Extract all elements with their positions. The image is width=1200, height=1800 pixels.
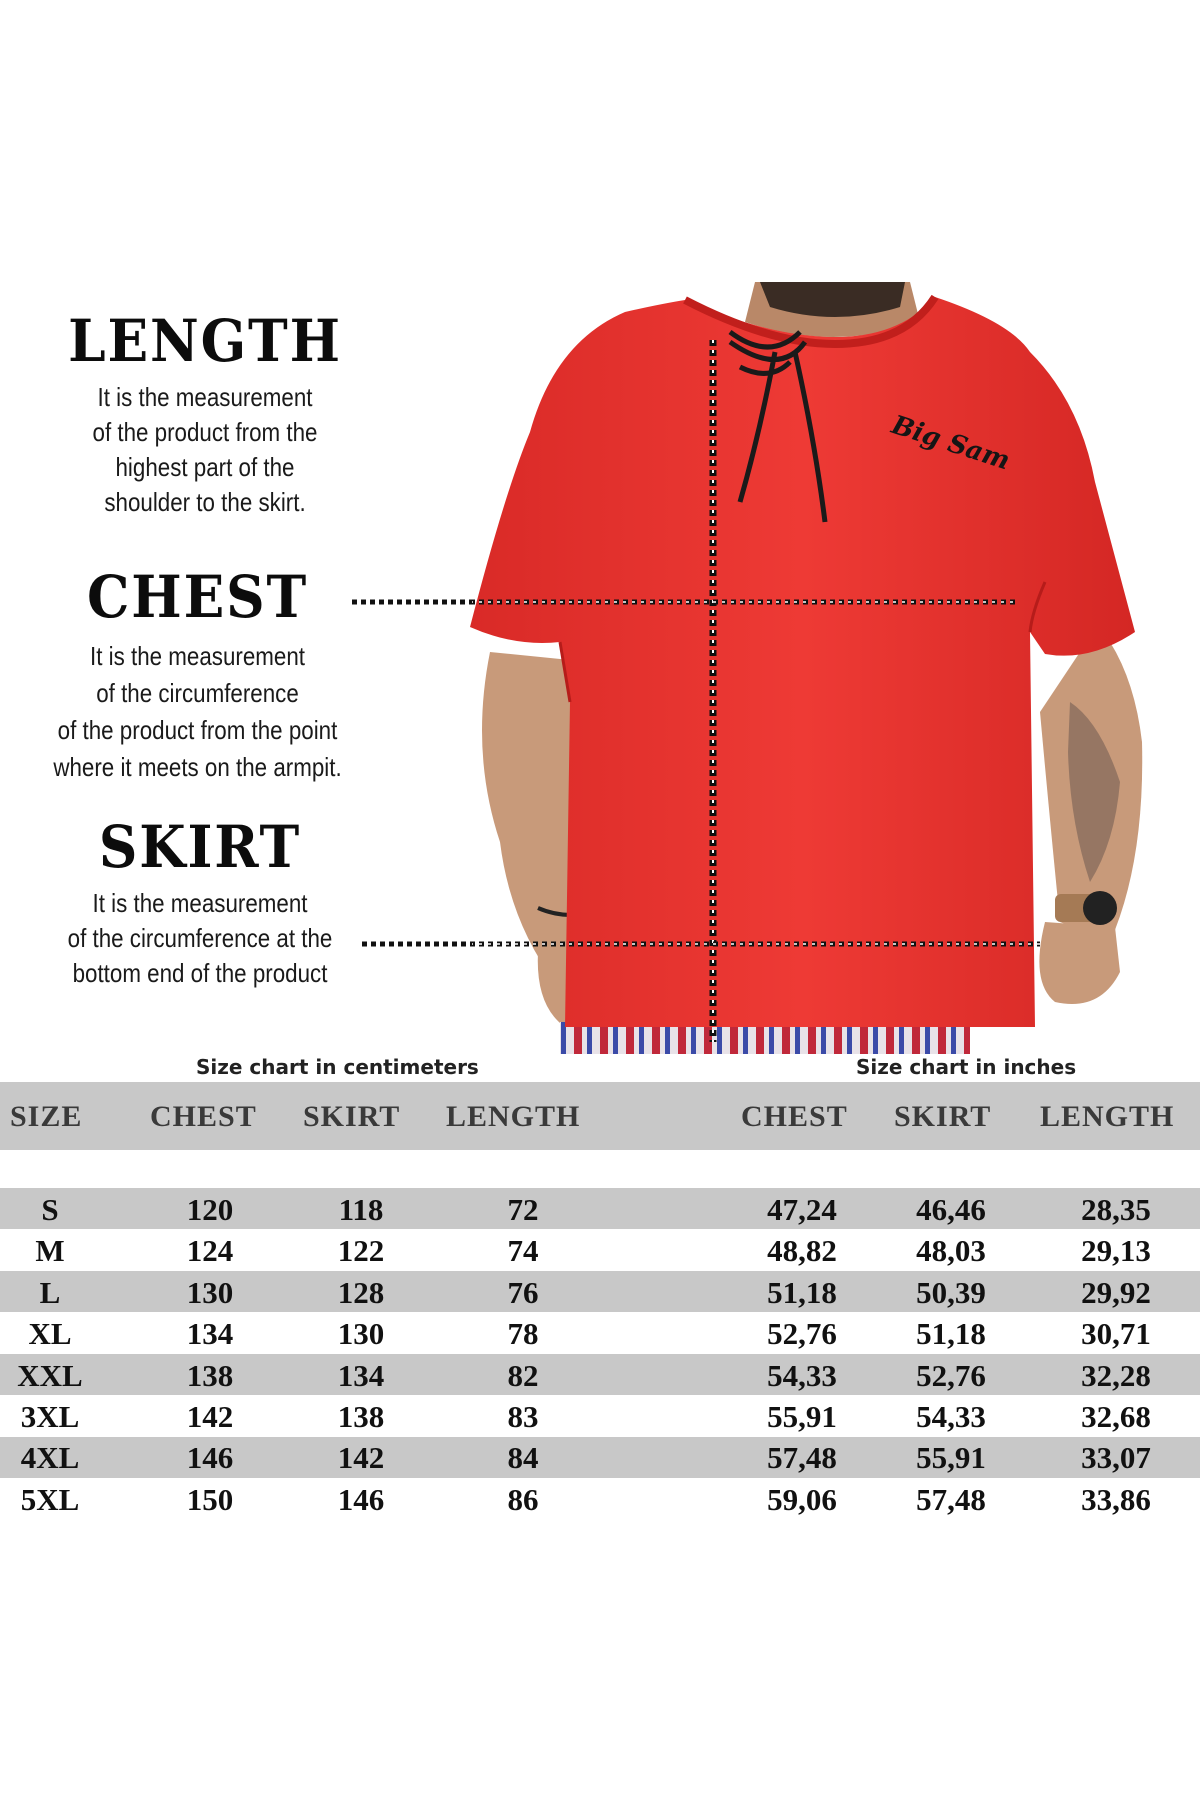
cell-cm-skirt: 122 bbox=[337, 1233, 385, 1268]
cell-cm-skirt: 118 bbox=[338, 1192, 384, 1227]
skirt-title: SKIRT bbox=[98, 813, 302, 881]
brand-embroidery: Big Sam bbox=[887, 410, 1014, 477]
cell-in-length: 32,68 bbox=[1081, 1399, 1151, 1434]
cell-in-length: 30,71 bbox=[1081, 1316, 1151, 1351]
length-title: LENGTH bbox=[68, 307, 342, 375]
header-cm-chest: CHEST bbox=[150, 1100, 257, 1133]
cell-in-skirt: 48,03 bbox=[916, 1233, 986, 1268]
chest-definition bbox=[0, 563, 395, 786]
cell-cm-chest: 134 bbox=[186, 1316, 234, 1351]
cell-cm-skirt: 130 bbox=[337, 1316, 385, 1351]
cell-size: XL bbox=[28, 1316, 72, 1351]
cell-cm-length: 76 bbox=[507, 1275, 539, 1310]
cell-cm-chest: 130 bbox=[186, 1275, 234, 1310]
cell-in-chest: 57,48 bbox=[767, 1440, 837, 1475]
cell-cm-chest: 138 bbox=[186, 1358, 234, 1393]
cell-in-chest: 52,76 bbox=[767, 1316, 837, 1351]
cell-size: M bbox=[35, 1233, 65, 1268]
cell-cm-skirt: 134 bbox=[337, 1358, 385, 1393]
cell-in-skirt: 57,48 bbox=[916, 1482, 986, 1517]
cm-chart-caption: Size chart in centimeters bbox=[196, 1055, 479, 1079]
cell-cm-skirt: 138 bbox=[337, 1399, 385, 1434]
cell-cm-chest: 120 bbox=[186, 1192, 234, 1227]
skirt-desc-line: It is the measurement bbox=[92, 888, 308, 918]
chest-desc-line: where it meets on the armpit. bbox=[53, 752, 342, 782]
cell-cm-skirt: 142 bbox=[337, 1440, 385, 1475]
cell-cm-chest: 124 bbox=[186, 1233, 234, 1268]
cell-in-chest: 51,18 bbox=[767, 1275, 837, 1310]
cell-cm-skirt: 128 bbox=[337, 1275, 385, 1310]
header-cm-length: LENGTH bbox=[446, 1100, 581, 1133]
cell-size: 5XL bbox=[20, 1482, 80, 1517]
cell-cm-length: 82 bbox=[507, 1358, 539, 1393]
cell-size: S bbox=[41, 1192, 59, 1227]
cell-in-chest: 59,06 bbox=[767, 1482, 837, 1517]
length-desc-line: It is the measurement bbox=[97, 382, 313, 412]
length-desc-line: highest part of the bbox=[115, 452, 295, 482]
cell-in-chest: 48,82 bbox=[767, 1233, 837, 1268]
chest-title: CHEST bbox=[86, 563, 309, 631]
cell-cm-length: 74 bbox=[507, 1233, 539, 1268]
cell-size: L bbox=[39, 1275, 61, 1310]
cell-in-skirt: 51,18 bbox=[916, 1316, 986, 1351]
shirt bbox=[470, 297, 1135, 1027]
cell-in-length: 33,07 bbox=[1081, 1440, 1151, 1475]
cell-cm-length: 83 bbox=[507, 1399, 539, 1434]
cell-in-skirt: 50,39 bbox=[916, 1275, 986, 1310]
cell-cm-length: 84 bbox=[507, 1440, 539, 1475]
skirt-desc-line: of the circumference at the bbox=[67, 923, 333, 953]
cell-in-skirt: 52,76 bbox=[916, 1358, 986, 1393]
cell-cm-length: 86 bbox=[507, 1482, 539, 1517]
chest-desc-line: It is the measurement bbox=[90, 641, 305, 671]
header-cm-skirt: SKIRT bbox=[303, 1100, 401, 1133]
cell-size: XXL bbox=[17, 1358, 83, 1393]
cell-cm-length: 78 bbox=[507, 1316, 539, 1351]
length-definition bbox=[40, 307, 370, 520]
cell-in-length: 33,86 bbox=[1081, 1482, 1151, 1517]
skirt-definition bbox=[30, 813, 370, 991]
inches-chart-caption: Size chart in inches bbox=[856, 1055, 1077, 1079]
cell-in-length: 29,92 bbox=[1081, 1275, 1151, 1310]
header-in-skirt: SKIRT bbox=[894, 1100, 992, 1133]
product-photo bbox=[470, 282, 1200, 1054]
right-hand bbox=[1039, 922, 1120, 1004]
cell-in-chest: 55,91 bbox=[767, 1399, 837, 1434]
cell-cm-chest: 142 bbox=[186, 1399, 234, 1434]
cell-in-chest: 47,24 bbox=[767, 1192, 837, 1227]
cell-in-skirt: 46,46 bbox=[916, 1192, 986, 1227]
header-in-length: LENGTH bbox=[1040, 1100, 1175, 1133]
header-in-chest: CHEST bbox=[741, 1100, 848, 1133]
cell-cm-skirt: 146 bbox=[337, 1482, 385, 1517]
cell-size: 4XL bbox=[20, 1440, 80, 1475]
chest-desc-line: of the product from the point bbox=[57, 715, 338, 745]
header-size: SIZE bbox=[10, 1100, 83, 1133]
cell-cm-length: 72 bbox=[507, 1192, 539, 1227]
chest-desc-line: of the circumference bbox=[96, 678, 299, 708]
cell-cm-chest: 150 bbox=[186, 1482, 234, 1517]
cell-in-skirt: 55,91 bbox=[916, 1440, 986, 1475]
cell-in-skirt: 54,33 bbox=[916, 1399, 986, 1434]
cell-cm-chest: 146 bbox=[186, 1440, 234, 1475]
cell-in-length: 29,13 bbox=[1081, 1233, 1151, 1268]
cell-size: 3XL bbox=[20, 1399, 80, 1434]
cell-in-length: 28,35 bbox=[1081, 1192, 1151, 1227]
cell-in-length: 32,28 bbox=[1081, 1358, 1151, 1393]
length-desc-line: shoulder to the skirt. bbox=[104, 487, 306, 517]
skirt-desc-line: bottom end of the product bbox=[72, 958, 328, 988]
cell-in-chest: 54,33 bbox=[767, 1358, 837, 1393]
length-desc-line: of the product from the bbox=[92, 417, 318, 447]
guide-extensions bbox=[352, 596, 472, 948]
